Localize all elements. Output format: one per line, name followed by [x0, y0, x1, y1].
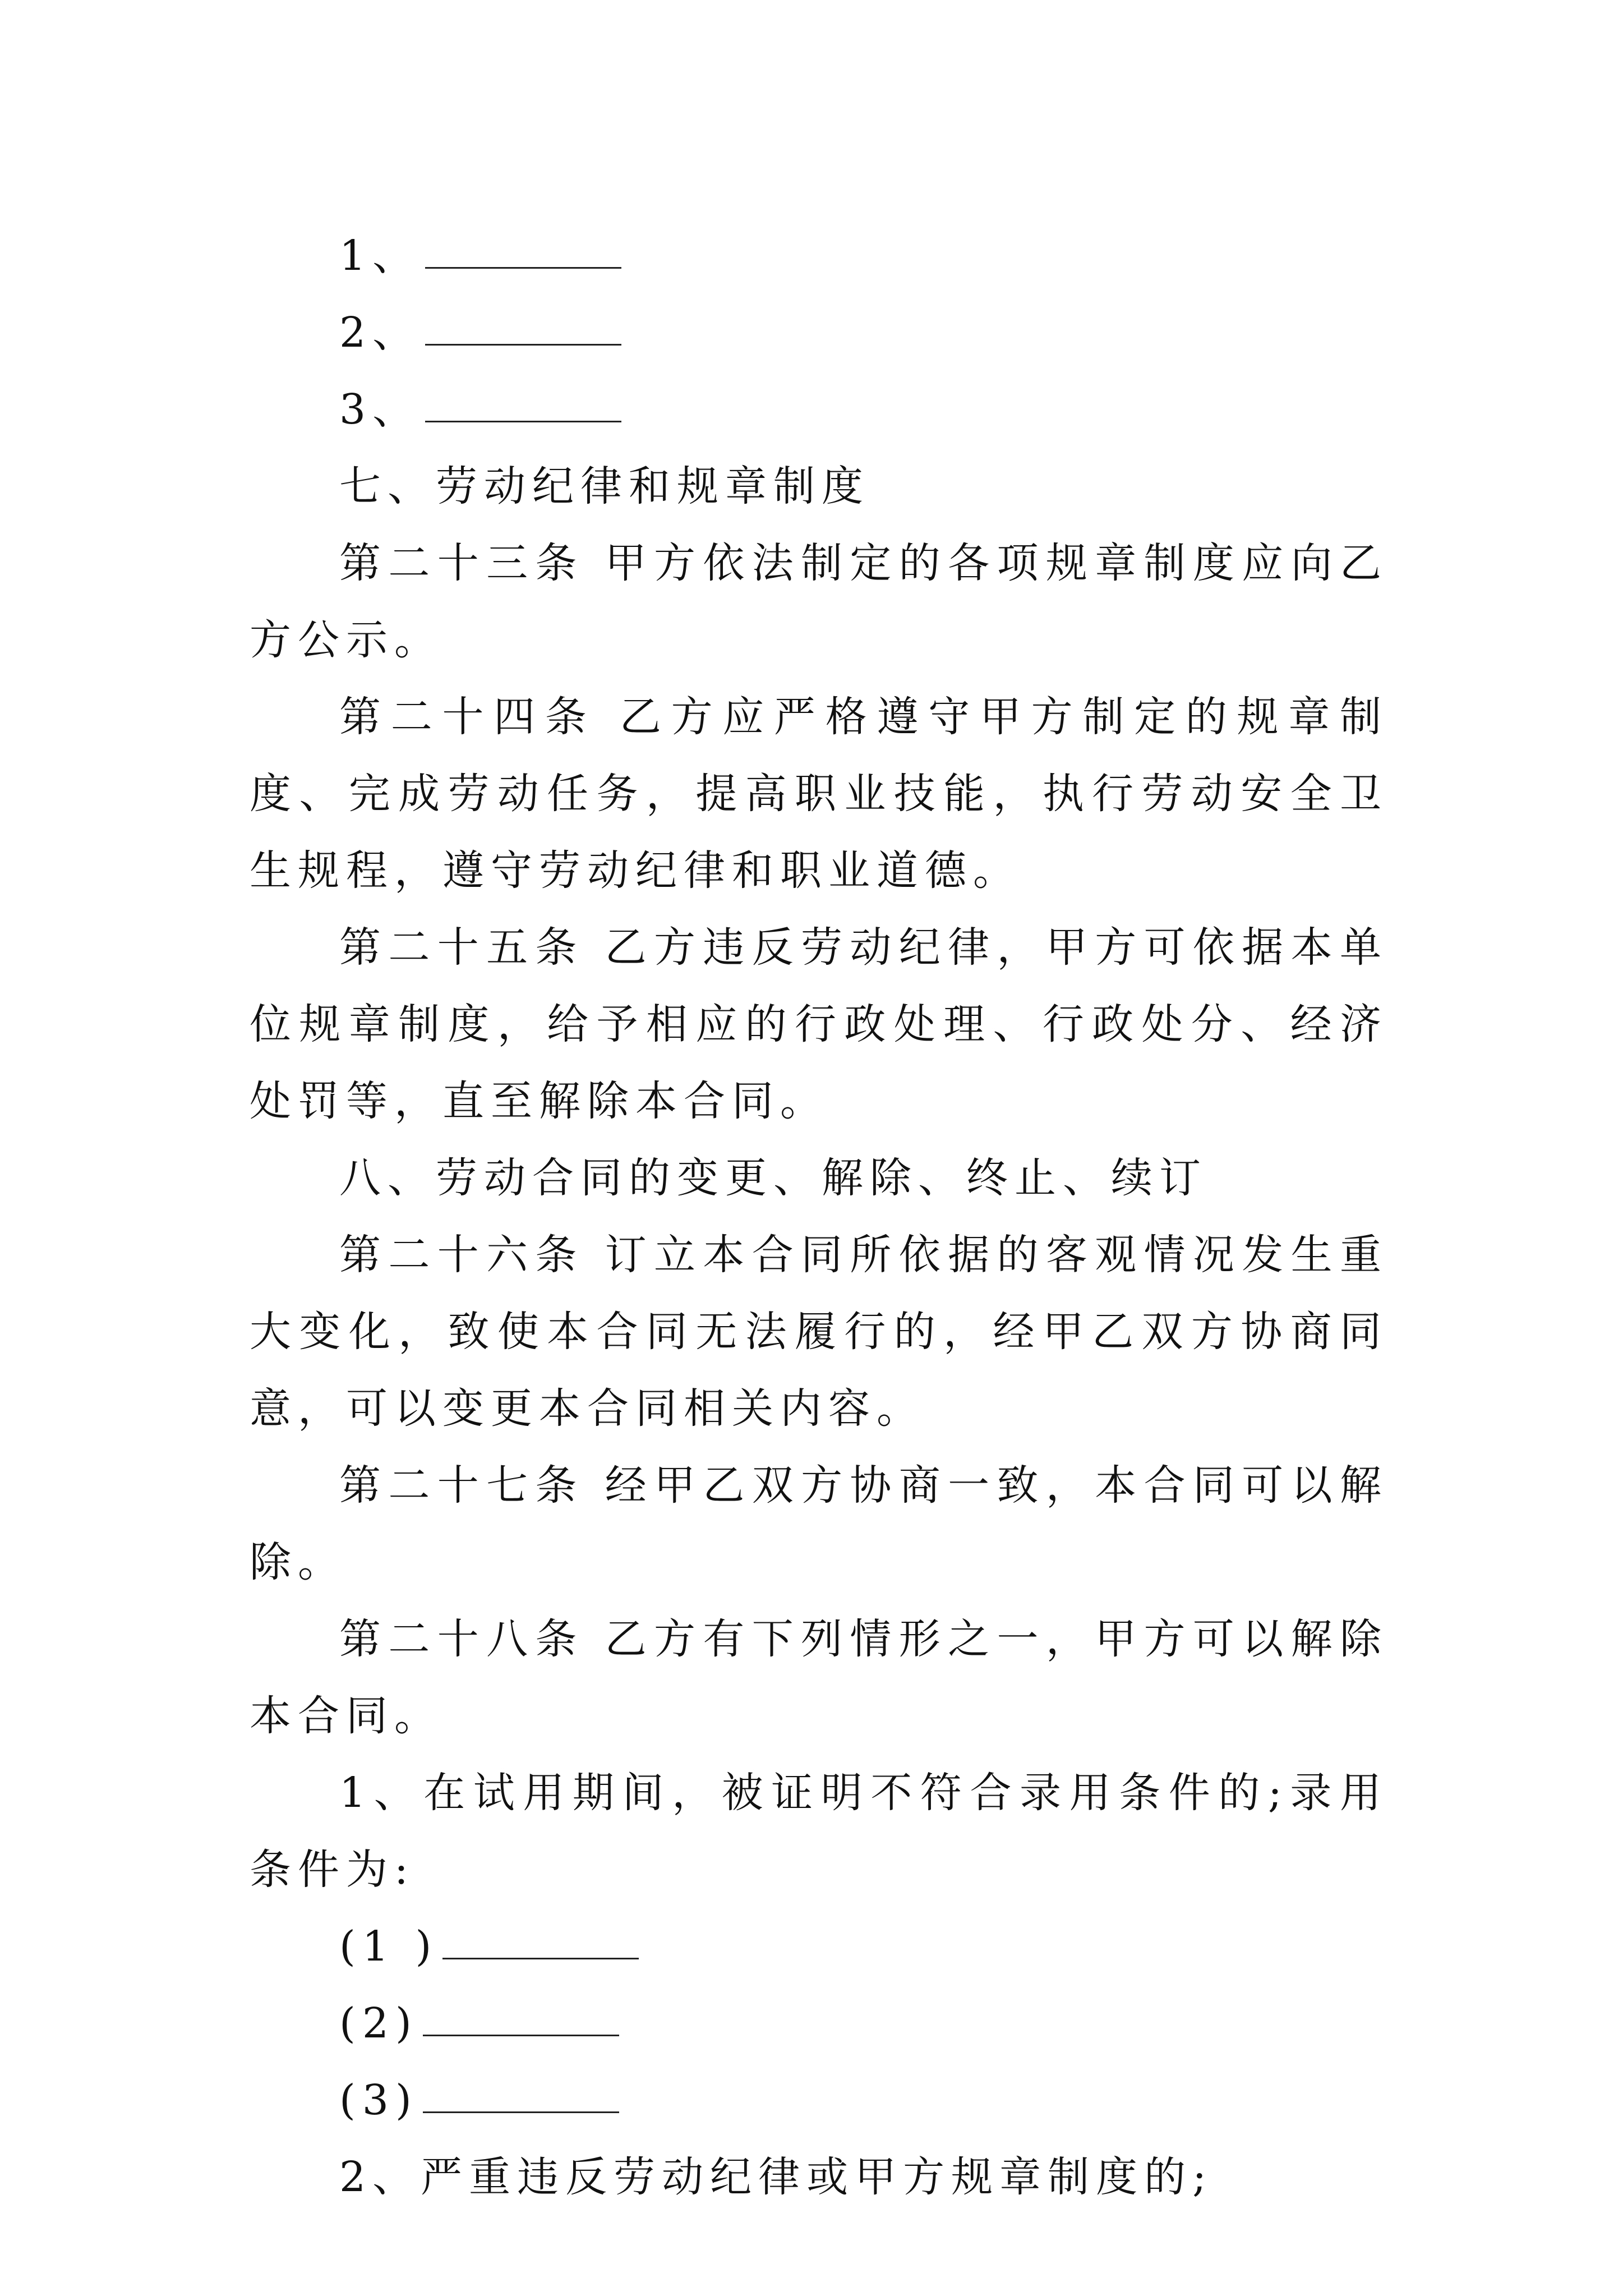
fill-in-blank[interactable] [423, 2035, 619, 2036]
condition-item-2 [250, 1985, 1388, 2062]
blank-item-label: 2、 [339, 309, 421, 357]
article-28: 第二十八条 乙方有下列情形之一，甲方可以解除本合同。 [250, 1615, 1388, 1740]
condition-label: (3) [339, 2076, 418, 2124]
article-25: 第二十五条 乙方违反劳动纪律，甲方可依据本单位规章制度，给予相应的行政处理、行政处分、经济处罚等，直至解除本合同。 [250, 923, 1388, 1125]
fill-in-blank[interactable] [425, 267, 621, 269]
condition-item-1 [250, 1908, 1388, 1985]
fill-in-blank[interactable] [425, 421, 621, 422]
blank-item-label: 1、 [339, 232, 421, 280]
article-26: 第二十六条 订立本合同所依据的客观情况发生重大变化，致使本合同无法履行的，经甲乙双方协商同意，可以变更本合同相关内容。 [250, 1231, 1388, 1433]
fill-in-blank[interactable] [442, 1958, 639, 1959]
blank-item-2 [250, 295, 1388, 371]
condition-label: (1 ) [339, 1922, 439, 1971]
blank-item-1 [250, 218, 1388, 295]
condition-label: (2) [339, 1999, 418, 2047]
condition-item-3 [250, 2062, 1388, 2139]
document-body [250, 218, 1388, 2216]
section-7-heading: 七、劳动纪律和规章制度 [339, 462, 870, 510]
blank-item-label: 3、 [339, 385, 421, 434]
termination-item-1: 1、在试用期间，被证明不符合录用条件的;录用条件为: [250, 1769, 1388, 1894]
article-27: 第二十七条 经甲乙双方协商一致，本合同可以解除。 [250, 1461, 1388, 1586]
blank-item-3 [250, 371, 1388, 448]
fill-in-blank[interactable] [425, 344, 621, 346]
section-8-heading: 八、劳动合同的变更、解除、终止、续订 [339, 1154, 1207, 1202]
article-24: 第二十四条 乙方应严格遵守甲方制定的规章制度、完成劳动任务，提高职业技能，执行劳动安全卫生规程，遵守劳动纪律和职业道德。 [250, 693, 1388, 895]
article-23: 第二十三条 甲方依法制定的各项规章制度应向乙方公示。 [250, 539, 1388, 664]
termination-item-2: 2、严重违反劳动纪律或甲方规章制度的; [339, 2153, 1214, 2201]
fill-in-blank[interactable] [423, 2111, 619, 2113]
